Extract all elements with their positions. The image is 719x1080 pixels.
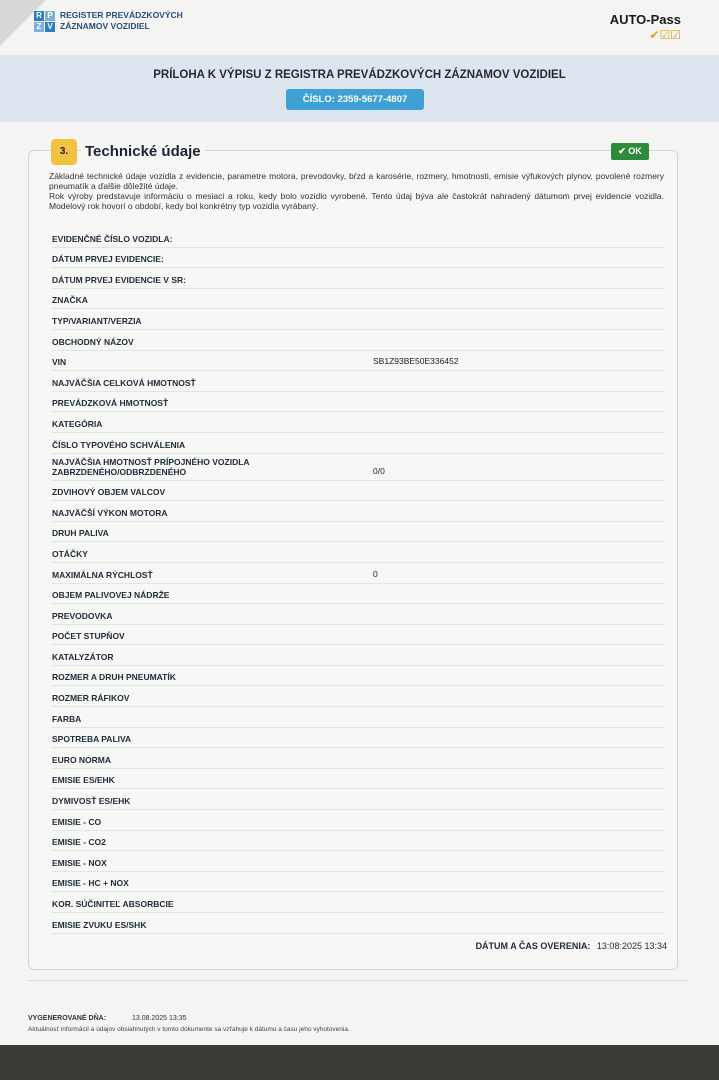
row-label: EVIDENČNÉ ČÍSLO VOZIDLA: xyxy=(52,233,173,244)
brand-name: AUTO-Pass xyxy=(609,12,681,27)
verification-timestamp xyxy=(476,941,667,951)
row-label: EMISIE ZVUKU ES/SHK xyxy=(52,919,147,930)
row-label: DYMIVOSŤ ES/EHK xyxy=(52,796,131,807)
logo-grid-icon xyxy=(34,11,55,32)
row-label: TYP/VARIANT/VERZIA xyxy=(52,315,142,326)
logo-letter: V xyxy=(45,22,55,32)
logo-letter: R xyxy=(34,11,44,21)
table-row xyxy=(52,645,664,666)
verification-label: DÁTUM A ČAS OVERENIA: xyxy=(475,941,591,951)
table-row xyxy=(52,227,664,248)
row-label: EURO NORMA xyxy=(52,754,112,765)
table-row xyxy=(52,892,664,913)
row-label: SPOTREBA PALIVA xyxy=(52,734,132,745)
data-rows xyxy=(52,227,664,934)
row-value: SB1Z93BE50E336452 xyxy=(373,356,459,367)
table-row xyxy=(52,831,664,852)
row-label: FARBA xyxy=(52,713,82,724)
table-row xyxy=(52,584,664,605)
table-row xyxy=(52,604,664,625)
table-row xyxy=(52,769,664,790)
description-paragraph: Rok výroby predstavuje informáciu o mesiaci a roku, kedy bolo vozidlo vyrobené. Tento údaj býva ale častokrát nahradený dátumom prvej evidencie vozidla. Modelový rok hovorí o období, kedy bol konkrétny typ vozidla vyrábaný. xyxy=(49,191,664,211)
table-row xyxy=(52,872,664,893)
table-row xyxy=(52,309,664,330)
row-label: EMISIE ES/EHK xyxy=(52,775,115,786)
row-label: DÁTUM PRVEJ EVIDENCIE: xyxy=(52,254,164,265)
technical-data-section xyxy=(28,143,678,970)
row-value: 0 xyxy=(373,568,378,579)
status-ok-badge: ✔ OK xyxy=(611,143,649,160)
section-title: Technické údaje xyxy=(81,143,205,160)
row-label: DÁTUM PRVEJ EVIDENCIE V SR: xyxy=(52,274,186,285)
row-label: OBCHODNÝ NÁZOV xyxy=(52,336,134,347)
row-label: NAJVÄČŠÍ VÝKON MOTORA xyxy=(52,507,168,518)
table-row xyxy=(52,707,664,728)
table-row xyxy=(52,666,664,687)
table-row xyxy=(52,392,664,413)
document-number-badge: ČÍSLO: 2359-5677-4807 xyxy=(286,89,424,110)
logo-text: REGISTER PREVÁDZKOVÝCH ZÁZNAMOV VOZIDIEL xyxy=(60,10,183,31)
table-row xyxy=(52,289,664,310)
table-row xyxy=(52,522,664,543)
table-row xyxy=(52,913,664,934)
table-row xyxy=(52,625,664,646)
row-label: EMISIE - CO2 xyxy=(52,837,106,848)
table-row xyxy=(52,481,664,502)
brand xyxy=(610,12,681,42)
row-label: KATALYZÁTOR xyxy=(52,651,114,662)
table-row xyxy=(52,371,664,392)
row-label: ZDVIHOVÝ OBJEM VALCOV xyxy=(52,487,166,498)
row-label: EMISIE - NOX xyxy=(52,857,107,868)
footer-note: Aktuálnosť informácií a údajov obsiahnutých v tomto dokumente sa vzťahuje k dátumu a času jeho vyhotovenia. xyxy=(28,1026,350,1033)
table-row xyxy=(52,268,664,289)
brand-checkmark-icon: ✔☑☑ xyxy=(649,28,681,42)
table-row xyxy=(52,542,664,563)
table-row xyxy=(52,351,664,372)
register-logo xyxy=(34,10,210,32)
row-label: MAXIMÁLNA RÝCHLOSŤ xyxy=(52,569,153,580)
table-row xyxy=(52,748,664,769)
generated-info xyxy=(28,1015,187,1022)
row-label: EMISIE - HC + NOX xyxy=(52,878,129,889)
verification-value: 13:08:2025 13:34 xyxy=(596,941,667,951)
row-label: EMISIE - CO xyxy=(52,816,102,827)
row-label: ROZMER A DRUH PNEUMATÍK xyxy=(52,672,176,683)
row-label: OBJEM PALIVOVEJ NÁDRŽE xyxy=(52,590,170,601)
row-value: 0/0 xyxy=(373,465,385,476)
generated-label: VYGENEROVANÉ DŇA: xyxy=(28,1015,107,1022)
footer-divider xyxy=(28,980,688,981)
row-label: PREVODOVKA xyxy=(52,610,113,621)
row-label: KOR. SÚČINITEĽ ABSORBCIE xyxy=(52,899,174,909)
section-description xyxy=(49,171,664,211)
table-row xyxy=(52,454,664,481)
generated-value: 13.08.2025 13:35 xyxy=(132,1015,187,1022)
document-title: PRÍLOHA K VÝPISU Z REGISTRA PREVÁDZKOVÝCH ZÁZNAMOV VOZIDIEL xyxy=(153,69,566,81)
table-row xyxy=(52,248,664,269)
table-row xyxy=(52,686,664,707)
logo-letter: P xyxy=(45,11,55,21)
section-number: 3. xyxy=(51,139,77,165)
table-row xyxy=(52,433,664,454)
description-paragraph: Základné technické údaje vozidla z evidencie, parametre motora, prevodovky, bŕzd a karosérie, rozmery, hmotnosti, emisie výfukových plynov, povolené rozmery pneumatík a ďalšie dôležité údaje. xyxy=(49,171,664,191)
row-label: VIN xyxy=(52,357,67,368)
row-label: ČÍSLO TYPOVÉHO SCHVÁLENIA xyxy=(52,439,186,450)
row-label: DRUH PALIVA xyxy=(52,528,109,539)
table-row xyxy=(52,789,664,810)
table-row xyxy=(52,851,664,872)
row-label: PREVÁDZKOVÁ HMOTNOSŤ xyxy=(52,398,169,409)
table-row xyxy=(52,501,664,522)
table-row xyxy=(52,412,664,433)
logo-letter: Z xyxy=(34,22,44,32)
row-label: NAJVÄČŠIA HMOTNOSŤ PRÍPOJNÉHO VOZIDLA ZABRZDENÉHO/ODBRZDENÉHO xyxy=(52,456,250,477)
row-label: ZNAČKA xyxy=(52,295,88,306)
row-label: ROZMER RÁFIKOV xyxy=(52,693,130,704)
row-label: KATEGÓRIA xyxy=(52,418,103,429)
table-row xyxy=(52,330,664,351)
table-row xyxy=(52,563,664,584)
row-label: NAJVÄČŠIA CELKOVÁ HMOTNOSŤ xyxy=(52,377,196,388)
title-band xyxy=(0,55,719,122)
table-row xyxy=(52,728,664,749)
row-label: OTÁČKY xyxy=(52,548,88,559)
table-row xyxy=(52,810,664,831)
row-label: POČET STUPŇOV xyxy=(52,631,125,642)
